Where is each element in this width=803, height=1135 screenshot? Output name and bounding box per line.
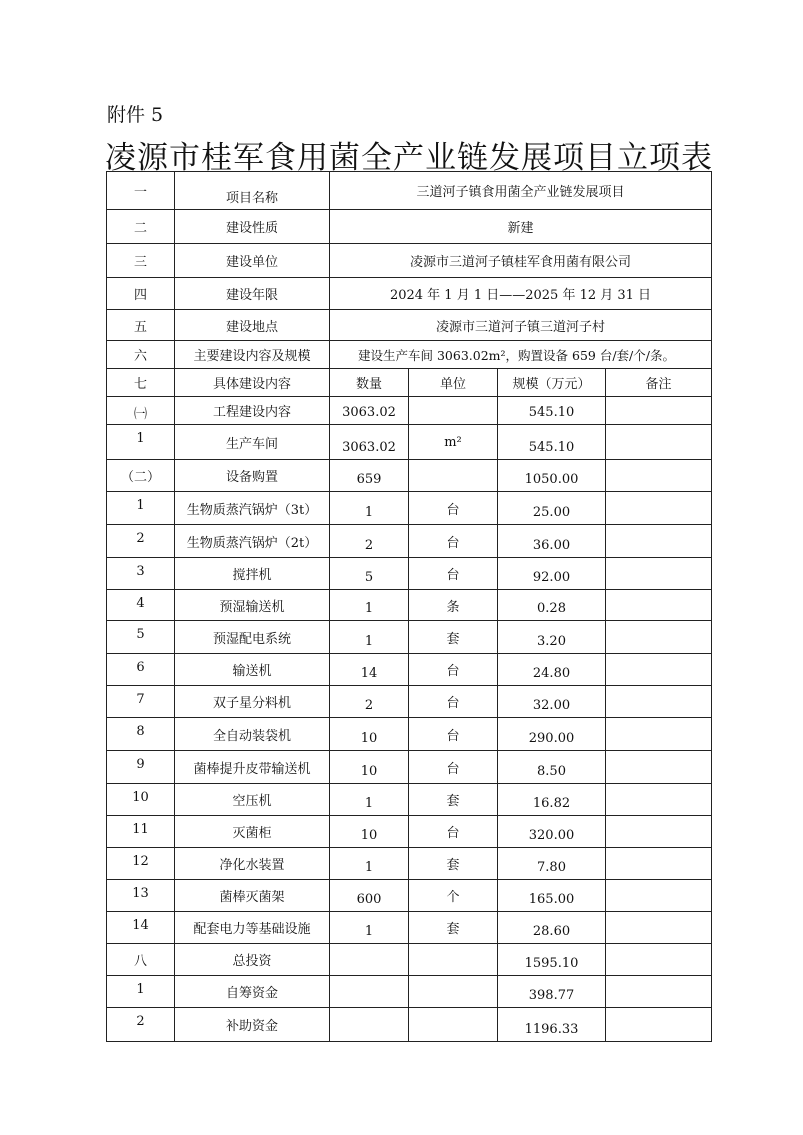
cell-unit: 套: [409, 848, 498, 880]
col-header-note: 备注: [606, 369, 712, 397]
cell-unit: 台: [409, 654, 498, 686]
cell-qty: 10: [330, 751, 409, 784]
table-row: [107, 751, 712, 784]
cell-qty: 2: [330, 525, 409, 558]
cell-note: [606, 718, 712, 751]
cell-no: 2: [107, 525, 175, 558]
row-number: 三: [107, 244, 175, 278]
table-row: [107, 976, 712, 1008]
attachment-label: 附件 5: [107, 104, 164, 126]
cell-no: 10: [107, 784, 175, 816]
table-row: [107, 880, 712, 912]
cell-item: 补助资金: [175, 1008, 330, 1042]
column-header-row: [107, 369, 712, 397]
row-number: 五: [107, 310, 175, 341]
table-row: [107, 848, 712, 880]
cell-scale: 24.80: [498, 654, 606, 686]
cell-note: [606, 944, 712, 976]
cell-no: 11: [107, 816, 175, 848]
cell-no: 13: [107, 880, 175, 912]
cell-item: 净化水装置: [175, 848, 330, 880]
cell-qty: 600: [330, 880, 409, 912]
table-row: [107, 621, 712, 654]
cell-qty: 1: [330, 912, 409, 944]
cell-scale: 320.00: [498, 816, 606, 848]
cell-item: 空压机: [175, 784, 330, 816]
cell-item: 工程建设内容: [175, 397, 330, 425]
table-row: [107, 718, 712, 751]
cell-scale: 165.00: [498, 880, 606, 912]
cell-item: 自筹资金: [175, 976, 330, 1008]
cell-qty: [330, 976, 409, 1008]
cell-scale: 545.10: [498, 425, 606, 460]
cell-item: 生产车间: [175, 425, 330, 460]
cell-scale: 290.00: [498, 718, 606, 751]
cell-unit: m²: [409, 425, 498, 460]
cell-qty: 1: [330, 621, 409, 654]
cell-no: 4: [107, 590, 175, 621]
cell-note: [606, 848, 712, 880]
row-value: 建设生产车间 3063.02m²，购置设备 659 台/套/个/条。: [330, 341, 712, 369]
cell-unit: 套: [409, 912, 498, 944]
cell-note: [606, 558, 712, 590]
cell-note: [606, 654, 712, 686]
row-value: 凌源市三道河子镇三道河子村: [330, 310, 712, 341]
cell-scale: 1050.00: [498, 460, 606, 492]
document-title: 凌源市桂军食用菌全产业链发展项目立项表: [105, 140, 713, 176]
cell-qty: 14: [330, 654, 409, 686]
cell-scale: 3.20: [498, 621, 606, 654]
info-row: [107, 278, 712, 310]
row-label: 建设单位: [175, 244, 330, 278]
cell-unit: 台: [409, 751, 498, 784]
cell-unit: 个: [409, 880, 498, 912]
cell-qty: [330, 1008, 409, 1042]
row-number: 六: [107, 341, 175, 369]
table-row: [107, 784, 712, 816]
cell-item: 总投资: [175, 944, 330, 976]
table-row: [107, 425, 712, 460]
table-row: [107, 686, 712, 718]
cell-scale: 36.00: [498, 525, 606, 558]
row-label: 建设年限: [175, 278, 330, 310]
col-header-qty: 数量: [330, 369, 409, 397]
cell-item: 双子星分料机: [175, 686, 330, 718]
cell-no: 9: [107, 751, 175, 784]
cell-note: [606, 976, 712, 1008]
table-row: [107, 492, 712, 525]
cell-unit: 套: [409, 621, 498, 654]
cell-item: 菌棒提升皮带输送机: [175, 751, 330, 784]
cell-note: [606, 590, 712, 621]
cell-qty: 3063.02: [330, 425, 409, 460]
col-header-item: 具体建设内容: [175, 369, 330, 397]
cell-scale: 92.00: [498, 558, 606, 590]
cell-unit: [409, 1008, 498, 1042]
cell-unit: [409, 460, 498, 492]
col-header-no: 七: [107, 369, 175, 397]
cell-no: 1: [107, 976, 175, 1008]
cell-item: 菌棒灭菌架: [175, 880, 330, 912]
cell-no: 12: [107, 848, 175, 880]
col-header-unit: 单位: [409, 369, 498, 397]
cell-unit: 条: [409, 590, 498, 621]
cell-qty: 10: [330, 816, 409, 848]
cell-qty: [330, 944, 409, 976]
table-row: [107, 1008, 712, 1042]
cell-qty: 10: [330, 718, 409, 751]
cell-no: 八: [107, 944, 175, 976]
cell-note: [606, 1008, 712, 1042]
row-label: 项目名称: [175, 172, 330, 210]
cell-item: 配套电力等基础设施: [175, 912, 330, 944]
cell-scale: 8.50: [498, 751, 606, 784]
cell-note: [606, 525, 712, 558]
row-number: 四: [107, 278, 175, 310]
cell-qty: 2: [330, 686, 409, 718]
cell-qty: 1: [330, 784, 409, 816]
cell-no: 2: [107, 1008, 175, 1042]
cell-unit: 台: [409, 558, 498, 590]
cell-unit: 台: [409, 718, 498, 751]
cell-item: 预湿配电系统: [175, 621, 330, 654]
cell-note: [606, 425, 712, 460]
info-row: [107, 210, 712, 244]
cell-item: 预湿输送机: [175, 590, 330, 621]
table-row: [107, 944, 712, 976]
cell-unit: 台: [409, 686, 498, 718]
row-value: 2024 年 1 月 1 日——2025 年 12 月 31 日: [330, 278, 712, 310]
row-value: 三道河子镇食用菌全产业链发展项目: [330, 172, 712, 210]
cell-note: [606, 686, 712, 718]
row-number: 二: [107, 210, 175, 244]
cell-unit: 套: [409, 784, 498, 816]
cell-note: [606, 880, 712, 912]
cell-no: 14: [107, 912, 175, 944]
cell-note: [606, 784, 712, 816]
cell-no: ㈠: [107, 397, 175, 425]
cell-no: 6: [107, 654, 175, 686]
cell-item: 输送机: [175, 654, 330, 686]
cell-scale: 1196.33: [498, 1008, 606, 1042]
cell-scale: 398.77: [498, 976, 606, 1008]
cell-no: 8: [107, 718, 175, 751]
cell-note: [606, 621, 712, 654]
cell-unit: [409, 397, 498, 425]
table-row: [107, 912, 712, 944]
cell-unit: 台: [409, 816, 498, 848]
cell-unit: 台: [409, 525, 498, 558]
cell-scale: 0.28: [498, 590, 606, 621]
cell-qty: 1: [330, 492, 409, 525]
cell-item: 灭菌柜: [175, 816, 330, 848]
cell-item: 设备购置: [175, 460, 330, 492]
cell-no: （二）: [107, 460, 175, 492]
cell-unit: [409, 944, 498, 976]
project-table: [106, 171, 712, 1042]
cell-scale: 1595.10: [498, 944, 606, 976]
cell-qty: 659: [330, 460, 409, 492]
cell-item: 搅拌机: [175, 558, 330, 590]
cell-no: 7: [107, 686, 175, 718]
cell-scale: 28.60: [498, 912, 606, 944]
cell-qty: 1: [330, 848, 409, 880]
cell-note: [606, 816, 712, 848]
cell-qty: 1: [330, 590, 409, 621]
cell-item: 全自动装袋机: [175, 718, 330, 751]
cell-scale: 25.00: [498, 492, 606, 525]
table-row: [107, 816, 712, 848]
info-row: [107, 310, 712, 341]
cell-no: 1: [107, 492, 175, 525]
row-label: 建设地点: [175, 310, 330, 341]
cell-no: 5: [107, 621, 175, 654]
row-label: 主要建设内容及规模: [175, 341, 330, 369]
info-row: [107, 244, 712, 278]
cell-unit: 台: [409, 492, 498, 525]
table-row: [107, 525, 712, 558]
cell-scale: 16.82: [498, 784, 606, 816]
table-row: [107, 397, 712, 425]
cell-no: 3: [107, 558, 175, 590]
cell-note: [606, 912, 712, 944]
row-value: 凌源市三道河子镇桂军食用菌有限公司: [330, 244, 712, 278]
col-header-scale: 规模（万元）: [498, 369, 606, 397]
cell-note: [606, 460, 712, 492]
cell-item: 生物质蒸汽锅炉（2t）: [175, 525, 330, 558]
row-value: 新建: [330, 210, 712, 244]
cell-note: [606, 492, 712, 525]
cell-note: [606, 751, 712, 784]
row-label: 建设性质: [175, 210, 330, 244]
table-row: [107, 558, 712, 590]
cell-qty: 5: [330, 558, 409, 590]
table-row: [107, 654, 712, 686]
cell-scale: 32.00: [498, 686, 606, 718]
cell-qty: 3063.02: [330, 397, 409, 425]
cell-unit: [409, 976, 498, 1008]
cell-note: [606, 397, 712, 425]
cell-no: 1: [107, 425, 175, 460]
table-row: [107, 590, 712, 621]
table-row: [107, 460, 712, 492]
cell-scale: 545.10: [498, 397, 606, 425]
cell-scale: 7.80: [498, 848, 606, 880]
info-row: [107, 172, 712, 210]
info-row: [107, 341, 712, 369]
row-number: 一: [107, 172, 175, 210]
cell-item: 生物质蒸汽锅炉（3t）: [175, 492, 330, 525]
